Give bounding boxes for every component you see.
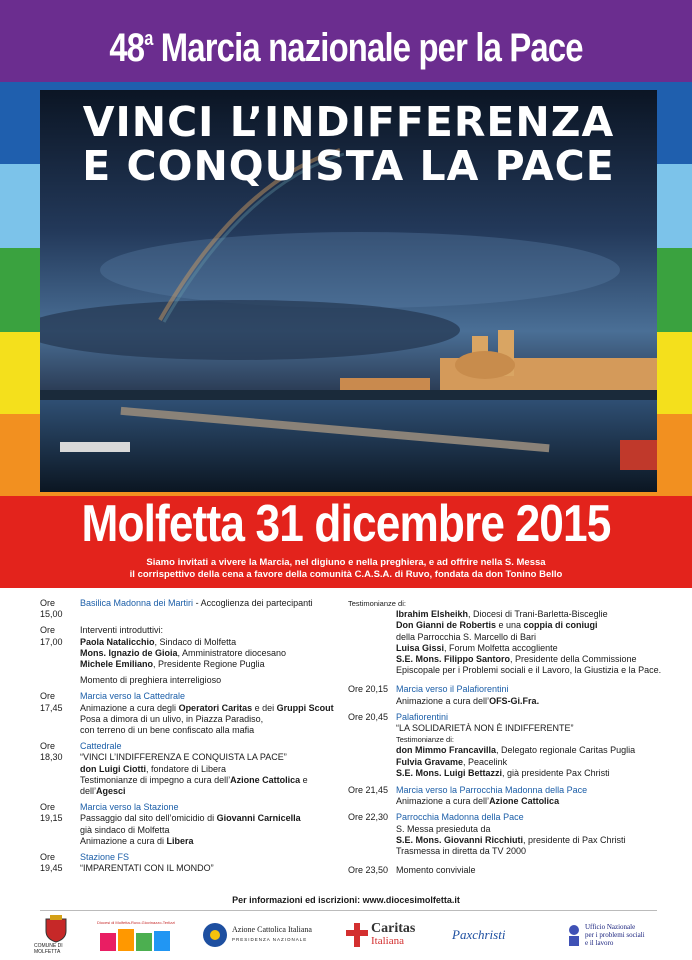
speaker-name: Michele Emiliano	[80, 659, 154, 670]
testimonies-label: Testimonianze di:	[396, 735, 454, 745]
entry-time: Ore 23,50	[348, 865, 389, 876]
entry-body	[396, 812, 668, 857]
speaker-name: Luisa Gissi	[396, 642, 445, 653]
harbor-photo	[40, 90, 657, 492]
entry-text	[80, 637, 340, 648]
entry-place: Marcia verso il Palafiorentini	[396, 684, 509, 695]
entry-text	[80, 764, 340, 775]
text-fragment: Azione Cattolica	[230, 774, 301, 785]
logo-label: Diocesi di Molfetta-Ruvo-Giovinazzo-Terlizzi	[96, 919, 176, 925]
entry-text	[80, 648, 340, 659]
entry-text: già sindaco di Molfetta	[80, 824, 170, 835]
entry-text	[396, 835, 668, 846]
entry-place: Cattedrale	[80, 741, 122, 752]
speaker-role: , Presidente Regione Puglia	[153, 659, 265, 670]
speaker-name: Mons. Ignazio de Gioia	[80, 647, 178, 658]
entry-text: con terreno di un bene confiscato alla mafia	[80, 725, 255, 736]
program-left-column	[40, 598, 340, 879]
entry-body	[80, 691, 340, 736]
entry-time: Ore 18,30	[40, 741, 63, 763]
entry-text	[396, 745, 668, 756]
entry-place: Parrocchia Madonna della Pace	[396, 812, 524, 823]
text-fragment: Libera	[166, 835, 194, 846]
text-fragment: Gruppi Scout	[276, 702, 334, 713]
program-entry	[40, 802, 340, 847]
azione-cattolica-icon	[202, 922, 228, 948]
entry-place: Basilica Madonna dei Martiri	[80, 598, 194, 608]
entry-text	[80, 775, 340, 797]
entry-time: Ore 20,45	[348, 711, 389, 722]
entry-text	[80, 836, 340, 847]
logo-sublabel: PRESIDENZA NAZIONALE	[232, 937, 308, 942]
speaker-name: don Luigi Ciotti	[80, 763, 146, 774]
caritas-logo	[346, 912, 436, 958]
entry-text	[80, 813, 340, 824]
entry-time: Ore 20,15	[348, 684, 389, 695]
testimonies-list	[396, 609, 668, 676]
text-fragment: e dei	[252, 702, 277, 713]
entry-text: Posa a dimora di un ulivo, in Piazza Paradiso,	[80, 713, 264, 724]
text-fragment: Animazione a cura di	[80, 835, 167, 846]
logo-label: COMUNE DI MOLFETTA	[34, 943, 63, 955]
text-fragment: Passaggio dal sito dell’omicidio di	[80, 813, 217, 824]
program-entry	[348, 712, 668, 779]
entry-body	[80, 598, 340, 620]
entry-text	[396, 643, 668, 654]
speaker-name: Ibrahim Elsheikh	[396, 609, 469, 620]
diocesi-logo	[96, 912, 176, 958]
footer-divider	[40, 910, 657, 911]
program-entry	[348, 865, 668, 876]
entry-time: Ore 17,45	[40, 691, 63, 713]
logo-text	[585, 923, 645, 947]
entry-text: Momento di preghiera interreligioso	[80, 675, 222, 686]
program-entry	[348, 785, 668, 807]
entry-text	[396, 620, 668, 631]
entry-body	[80, 741, 340, 797]
intro-line-2: il corrispettivo della cena a favore della comunità C.A.S.A. di Ruvo, fondata da don Tonino Bello	[129, 569, 563, 580]
speaker-role: , già presidente Pax Christi	[502, 767, 610, 778]
intro-line-1: Siamo invitati a vivere la Marcia, nel digiuno e nella preghiera, e ad offrire nella S. Messa	[146, 557, 546, 568]
speaker-name: S.E. Mons. Luigi Bettazzi	[396, 767, 503, 778]
logo-label: per i problemi sociali	[585, 931, 645, 939]
entry-text	[396, 768, 668, 779]
text-fragment: Animazione a cura dell’	[396, 695, 490, 706]
entry-text: Momento conviviale	[396, 865, 476, 876]
comune-molfetta-logo	[34, 912, 78, 958]
speaker-role: , Delegato regionale Caritas Puglia	[496, 745, 636, 756]
intro-text	[0, 557, 692, 581]
logo-text	[232, 925, 312, 945]
program-entry	[348, 684, 668, 706]
entry-text	[396, 696, 668, 707]
entry-time: Ore 19,45	[40, 852, 63, 874]
entry-time: Ore 17,00	[40, 625, 63, 647]
entry-time: Ore 21,45	[348, 785, 389, 796]
entry-text: Episcopale per i Problemi sociali e il Lavoro, la Giustizia e la Pace.	[396, 665, 662, 676]
testimonies-label: Testimonianze di:	[348, 599, 406, 608]
speaker-role: , presidente di Pax Christi	[523, 834, 626, 845]
speaker-name: Paola Natalicchio	[80, 636, 155, 647]
program-entry	[40, 741, 340, 797]
entry-time: Ore 19,15	[40, 802, 63, 824]
speaker-name: don Mimmo Francavilla	[396, 745, 497, 756]
speaker-role: , Sindaco di Molfetta	[154, 636, 237, 647]
speaker-role: , Forum Molfetta accogliente	[444, 642, 558, 653]
speaker-role: , Presidente della Commissione	[510, 654, 637, 665]
text-fragment: Animazione a cura dell’	[396, 796, 490, 807]
logo-label: Caritas	[371, 921, 416, 936]
speaker-name: Fulvia Gravame	[396, 756, 464, 767]
churches-icon	[98, 925, 174, 951]
program-right-column	[348, 598, 668, 881]
entry-text: - Accoglienza dei partecipanti	[193, 598, 313, 608]
entry-body	[80, 625, 340, 686]
footer-info: Per informazioni ed iscrizioni: www.diocesimolfetta.it	[232, 895, 460, 905]
text-fragment: Operatori Caritas	[178, 702, 253, 713]
entry-text	[80, 659, 340, 670]
speaker-role: , Diocesi di Trani-Barletta-Bisceglie	[468, 609, 608, 620]
entry-text: S. Messa presieduta da	[396, 823, 491, 834]
speaker-role: , fondatore di Libera	[145, 763, 227, 774]
logo-text	[371, 923, 415, 947]
text-fragment: OFS-Gi.Fra.	[489, 695, 540, 706]
entry-place: Marcia verso la Cattedrale	[80, 691, 186, 702]
entry-text	[396, 609, 668, 620]
entry-body	[396, 684, 668, 706]
event-date-title: Molfetta 31 dicembre 2015	[81, 495, 611, 553]
entry-text: della Parrocchia S. Marcello di Bari	[396, 631, 537, 642]
entry-text	[396, 757, 668, 768]
azione-cattolica-logo	[202, 912, 322, 958]
program-entry	[40, 691, 340, 736]
text-fragment: Testimonianze di impegno a cura dell’	[80, 774, 231, 785]
poster-title: 48$^a$ Marcia nazionale per la Pace	[109, 26, 583, 70]
program-entry	[40, 598, 340, 620]
speaker-name: coppia di coniugi	[523, 620, 598, 631]
speaker-role: , Peacelink	[463, 756, 508, 767]
text-fragment: Animazione a cura degli	[80, 702, 179, 713]
slogan-line-1: VINCI L’INDIFFERENZA	[82, 98, 615, 146]
text-fragment: Azione Cattolica	[489, 796, 560, 807]
entry-place: Palafiorentini	[396, 711, 449, 722]
entry-place: Stazione FS	[80, 852, 130, 863]
entry-text: Trasmessa in diretta da TV 2000	[396, 846, 527, 857]
entry-body	[80, 802, 340, 847]
entry-body	[80, 852, 340, 874]
program-entry	[40, 625, 340, 686]
slogan-line-2: E CONQUISTA LA PACE	[82, 142, 615, 190]
entry-text: “VINCI L’INDIFFERENZA E CONQUISTA LA PACE”	[80, 752, 287, 763]
logo-label: e il lavoro	[585, 939, 614, 947]
text-fragment: e una	[496, 620, 524, 631]
speaker-name: Don Gianni de Robertis	[396, 620, 497, 631]
entry-time: Ore 15,00	[40, 598, 63, 620]
logo-sublabel: Italiana	[371, 935, 404, 947]
entry-text: “LA SOLIDARIETÀ NON È INDIFFERENTE”	[396, 723, 574, 734]
logo-label: Azione Cattolica Italiana	[232, 925, 312, 934]
entry-text	[396, 654, 668, 665]
ufficio-nazionale-logo	[566, 912, 674, 958]
ufficio-icon	[566, 924, 582, 946]
entry-text	[80, 703, 340, 714]
speaker-name: S.E. Mons. Giovanni Ricchiuti	[396, 834, 524, 845]
program-entry	[40, 852, 340, 874]
entry-text	[396, 796, 668, 807]
speaker-role: , Amministratore diocesano	[177, 647, 287, 658]
entry-text: Interventi introduttivi:	[80, 625, 164, 636]
entry-body	[396, 785, 668, 807]
testimonies-block	[348, 598, 668, 676]
entry-time: Ore 22,30	[348, 812, 389, 823]
entry-place: Marcia verso la Stazione	[80, 802, 179, 813]
text-fragment: Giovanni Carnicella	[216, 813, 301, 824]
entry-text: “IMPARENTATI CON IL MONDO”	[80, 863, 214, 874]
sponsor-logos	[34, 912, 674, 958]
logo-label: Paxchristi	[452, 927, 506, 942]
text-fragment: Agesci	[96, 786, 126, 797]
pax-christi-logo	[452, 912, 552, 958]
coat-of-arms-icon	[44, 915, 68, 943]
entry-place: Marcia verso la Parrocchia Madonna della Pace	[396, 785, 588, 796]
caritas-cross-icon	[346, 923, 368, 947]
logo-label: Ufficio Nazionale	[585, 923, 636, 931]
program-entry	[348, 812, 668, 857]
entry-body	[396, 712, 668, 779]
speaker-name: S.E. Mons. Filippo Santoro	[396, 654, 510, 665]
text-fragment: e dell’	[80, 774, 308, 797]
